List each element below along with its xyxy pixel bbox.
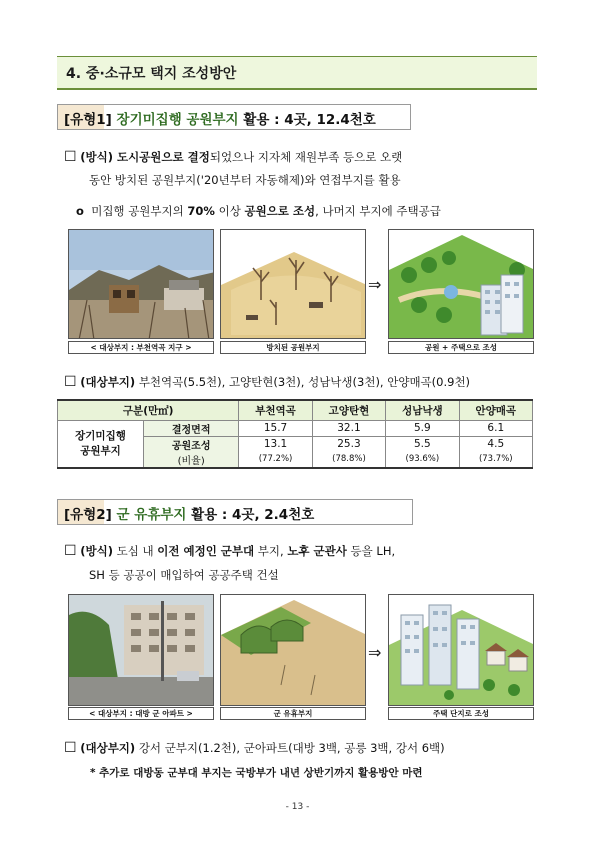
- type2-method-line1: [64, 542, 395, 560]
- type1-method-emph: 도시공원으로 결정: [112, 150, 210, 164]
- bullet-circle-icon: o: [76, 204, 84, 218]
- table-row: [58, 420, 533, 436]
- bullet-text-d: , 나머지 부지에 주택공급: [315, 204, 441, 218]
- row-label: 결정면적: [144, 420, 239, 436]
- checkbox-icon: ☐: [64, 740, 77, 756]
- type1-target-text: 부천역곡(5.5천), 고양탄현(3천), 성남낙생(3천), 안양매곡(0.9천): [135, 375, 471, 389]
- bullet-pct: 70%: [187, 204, 215, 218]
- type2-method-text-c: 부지,: [254, 544, 288, 558]
- row-sublabel: (비율): [144, 452, 239, 468]
- table-cell: 15.7: [239, 420, 312, 436]
- bullet-text-b: 이상: [214, 204, 245, 218]
- checkbox-icon: ☐: [64, 374, 77, 390]
- type2-method-emph-d: 노후 군관사: [287, 544, 347, 558]
- type2-caption-1: < 대상부지 : 대방 군 아파트 >: [68, 707, 214, 720]
- park-site-table: [57, 399, 533, 469]
- type1-caption-3: 공원 + 주택으로 조성: [388, 341, 534, 354]
- bullet-text-c: 공원으로 조성: [244, 204, 316, 218]
- type1-illustration-park-housing: [388, 229, 534, 339]
- table-header-cell: 구분(만㎡): [58, 400, 239, 420]
- type1-target: [64, 373, 470, 391]
- type1-bullet: [76, 202, 441, 220]
- type1-method-line2: 동안 방치된 공원부지('20년부터 자동해제)와 연접부지를 활용: [89, 173, 401, 187]
- checkbox-icon: ☐: [64, 543, 77, 559]
- type2-tag: [유형2]: [64, 507, 112, 523]
- type1-target-label: (대상부지): [80, 375, 136, 389]
- type2-method-emph-b: 이전 예정인 군부대: [157, 544, 255, 558]
- type2-photo-daebang: [68, 594, 214, 706]
- type2-target-text: 강서 군부지(1.2천), 군아파트(대방 3백, 공릉 3백, 강서 6백): [135, 741, 445, 755]
- type1-caption-2: 방치된 공원부지: [220, 341, 366, 354]
- table-cell: 4.5: [459, 436, 532, 452]
- table-cell: 6.1: [459, 420, 532, 436]
- type1-method-line1: [64, 148, 402, 166]
- type2-method-text-e: 등을 LH,: [346, 544, 396, 558]
- arrow-right-icon: ⇒: [368, 275, 382, 294]
- table-header-cell: 고양탄현: [312, 400, 385, 420]
- type1-caption-1: < 대상부지 : 부천역곡 지구 >: [68, 341, 214, 354]
- type1-name: 장기미집행 공원부지: [116, 112, 239, 128]
- table-header-row: [58, 400, 533, 420]
- type1-photo-bucheon: [68, 229, 214, 339]
- table-header-cell: 안양매곡: [459, 400, 532, 420]
- type2-target: [64, 739, 445, 757]
- table-cell-ratio: (77.2%): [239, 452, 312, 468]
- table-cell-ratio: (73.7%): [459, 452, 532, 468]
- table-cell: 25.3: [312, 436, 385, 452]
- table-header-cell: 성남낙생: [386, 400, 459, 420]
- type2-rest: 활용 : 4곳, 2.4천호: [186, 507, 315, 523]
- bullet-text-a: 미집행 공원부지의: [91, 204, 188, 218]
- type1-illustration-neglected-park: [220, 229, 366, 339]
- type1-tag: [유형1]: [64, 112, 112, 128]
- group-label-line1: 장기미집행: [75, 429, 126, 442]
- type2-illustration-housing-complex: [388, 594, 534, 706]
- checkbox-icon: ☐: [64, 149, 77, 165]
- type2-note: * 추가로 대방동 군부대 부지는 국방부가 내년 상반기까지 활용방안 마련: [90, 767, 423, 779]
- arrow-right-icon: ⇒: [368, 643, 382, 662]
- table-cell: 13.1: [239, 436, 312, 452]
- table-cell: 5.5: [386, 436, 459, 452]
- group-label-line2: 공원부지: [80, 444, 121, 457]
- table-cell-ratio: (78.8%): [312, 452, 385, 468]
- type1-rest: 활용 : 4곳, 12.4천호: [238, 112, 376, 128]
- type2-method-line2: SH 등 공공이 매입하여 공공주택 건설: [89, 568, 279, 582]
- table-cell-ratio: (93.6%): [386, 452, 459, 468]
- type1-header: [64, 108, 376, 128]
- type2-method-label: (방식): [80, 544, 113, 558]
- type2-caption-2: 군 유휴부지: [220, 707, 366, 720]
- table-group-label: [58, 420, 144, 468]
- type2-header: [64, 503, 314, 523]
- type2-method-text-a: 도심 내: [112, 544, 158, 558]
- table-cell: 32.1: [312, 420, 385, 436]
- type1-method-text: 되었으나 지자체 재원부족 등으로 오랫: [209, 150, 403, 164]
- table-header-cell: 부천역곡: [239, 400, 312, 420]
- type2-target-label: (대상부지): [80, 741, 136, 755]
- section-title: 4. 중·소규모 택지 조성방안: [66, 66, 237, 82]
- type2-caption-3: 주택 단지로 조성: [388, 707, 534, 720]
- row-label: 공원조성: [144, 436, 239, 452]
- type1-method-label: (방식): [80, 150, 113, 164]
- table-cell: 5.9: [386, 420, 459, 436]
- type2-illustration-military-site: [220, 594, 366, 706]
- type2-name: 군 유휴부지: [116, 507, 187, 523]
- page-number: - 13 -: [285, 802, 310, 812]
